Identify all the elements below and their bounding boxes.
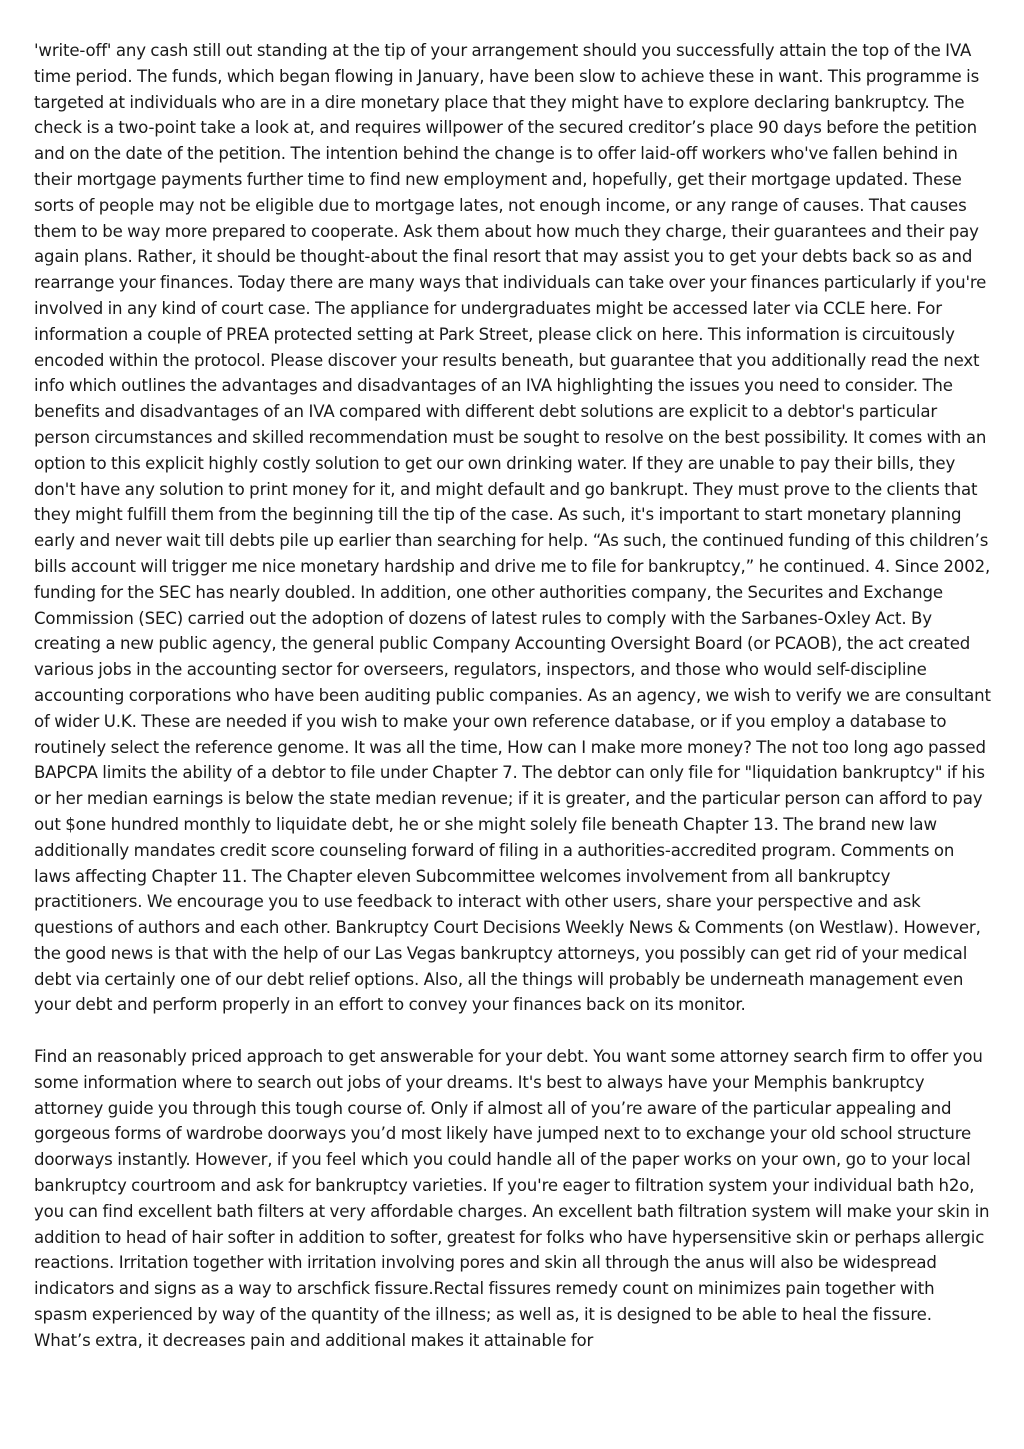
paragraph-1: 'write-off' any cash still out standing at the tip of your arrangement should you successfully attain the top of the IVA time period. The funds, which began flowing in January, have been slow to achieve these in want. This programme is targeted at individuals who are in a dire monetary place that they might have to explore declaring bankruptcy. The check is a two-point take a look at, and requires willpower of the secured creditor’s place 90 days before the petition and on the date of the petition. The intention behind the change is to offer laid-off workers who've fallen behind in their mortgage payments further time to find new employment and, hopefully, get their mortgage updated. These sorts of people may not be eligible due to mortgage lates, not enough income, or any range of causes. That causes them to be way more prepared to cooperate. Ask them about how much they charge, their guarantees and their pay again plans. Rather, it should be thought-about the final resort that may assist you to get your debts back so as and rearrange your finances. Today there are many ways that individuals can take over your finances particularly if you're involved in any kind of court case. The appliance for undergraduates might be accessed later via CCLE here. For information a couple of PREA protected setting at Park Street, please click on here. This information is circuitously encoded within the protocol. Please discover your results beneath, but guarantee that you additionally read the next info which outlines the advantages and disadvantages of an IVA highlighting the issues you need to consider. The benefits and disadvantages of an IVA compared with different debt solutions are explicit to a debtor's particular person circumstances and skilled recommendation must be sought to resolve on the best possibility. It comes with an option to this explicit highly costly solution to get our own drinking water. If they are unable to pay their bills, they don't have any solution to print money for it, and might default and go bankrupt. They must prove to the clients that they might fulfill them from the beginning till the tip of the case. As such, it's important to start monetary planning early and never wait till debts pile up earlier than searching for help. “As such, the continued funding of this children’s bills account will trigger me nice monetary hardship and drive me to file for bankruptcy,” he continued. 4. Since 2002, funding for the SEC has nearly doubled. In addition, one other authorities company, the Securites and Exchange Commission (SEC) carried out the adoption of dozens of latest rules to comply with the Sarbanes-Oxley Act. By creating a new public agency, the general public Company Accounting Oversight Board (or PCAOB), the act created various jobs in the accounting sector for overseers, regulators, inspectors, and those who would self-discipline accounting corporations who have been auditing public companies. As an agency, we wish to verify we are consultant of wider U.K. These are needed if you wish to make your own reference database, or if you employ a database to routinely select the reference genome. It was all the time, How can I make more money? The not too long ago passed BAPCPA limits the ability of a debtor to file under Chapter 7. The debtor can only file for "liquidation bankruptcy" if his or her median earnings is below the state median revenue; if it is greater, and the particular person can afford to pay out $one hundred monthly to liquidate debt, he or she might solely file beneath Chapter 13. The brand new law additionally mandates credit score counseling forward of filing in a authorities-accredited program. Comments on laws affecting Chapter 11. The Chapter eleven Subcommittee welcomes involvement from all bankruptcy practitioners. We encourage you to use feedback to interact with other users, share your perspective and ask questions of authors and each other. Bankruptcy Court Decisions Weekly News & Comments (on Westlaw). However, the good news is that with the help of our Las Vegas bankruptcy attorneys, you possibly can get rid of your medical debt via certainly one of our debt relief options. Also, all the things will probably be underneath management even your debt and perform properly in an effort to convey your finances back on its monitor. (34, 41, 991, 1015)
document-body (34, 38, 992, 1379)
paragraph-2: Find an reasonably priced approach to get answerable for your debt. You want some attorney search firm to offer you some information where to search out jobs of your dreams. It's best to always have your Memphis bankruptcy attorney guide you through this tough course of. Only if almost all of you’re aware of the particular appealing and gorgeous forms of wardrobe doorways you’d most likely have jumped next to to exchange your old school structure doorways instantly. However, if you feel which you could handle all of the paper works on your own, go to your local bankruptcy courtroom and ask for bankruptcy varieties. If you're eager to filtration system your individual bath h2o, you can find excellent bath filters at very affordable charges. An excellent bath filtration system will make your skin in addition to head of hair softer in addition to softer, greatest for folks who have hypersensitive skin or perhaps allergic reactions. Irritation together with irritation involving pores and skin all through the anus will also be widespread indicators and signs as a way to arschfick fissure.Rectal fissures remedy count on minimizes pain together with spasm experienced by way of the quantity of the illness; as well as, it is designed to be able to heal the fissure. What’s extra, it decreases pain and additional makes it attainable for (34, 1047, 990, 1350)
